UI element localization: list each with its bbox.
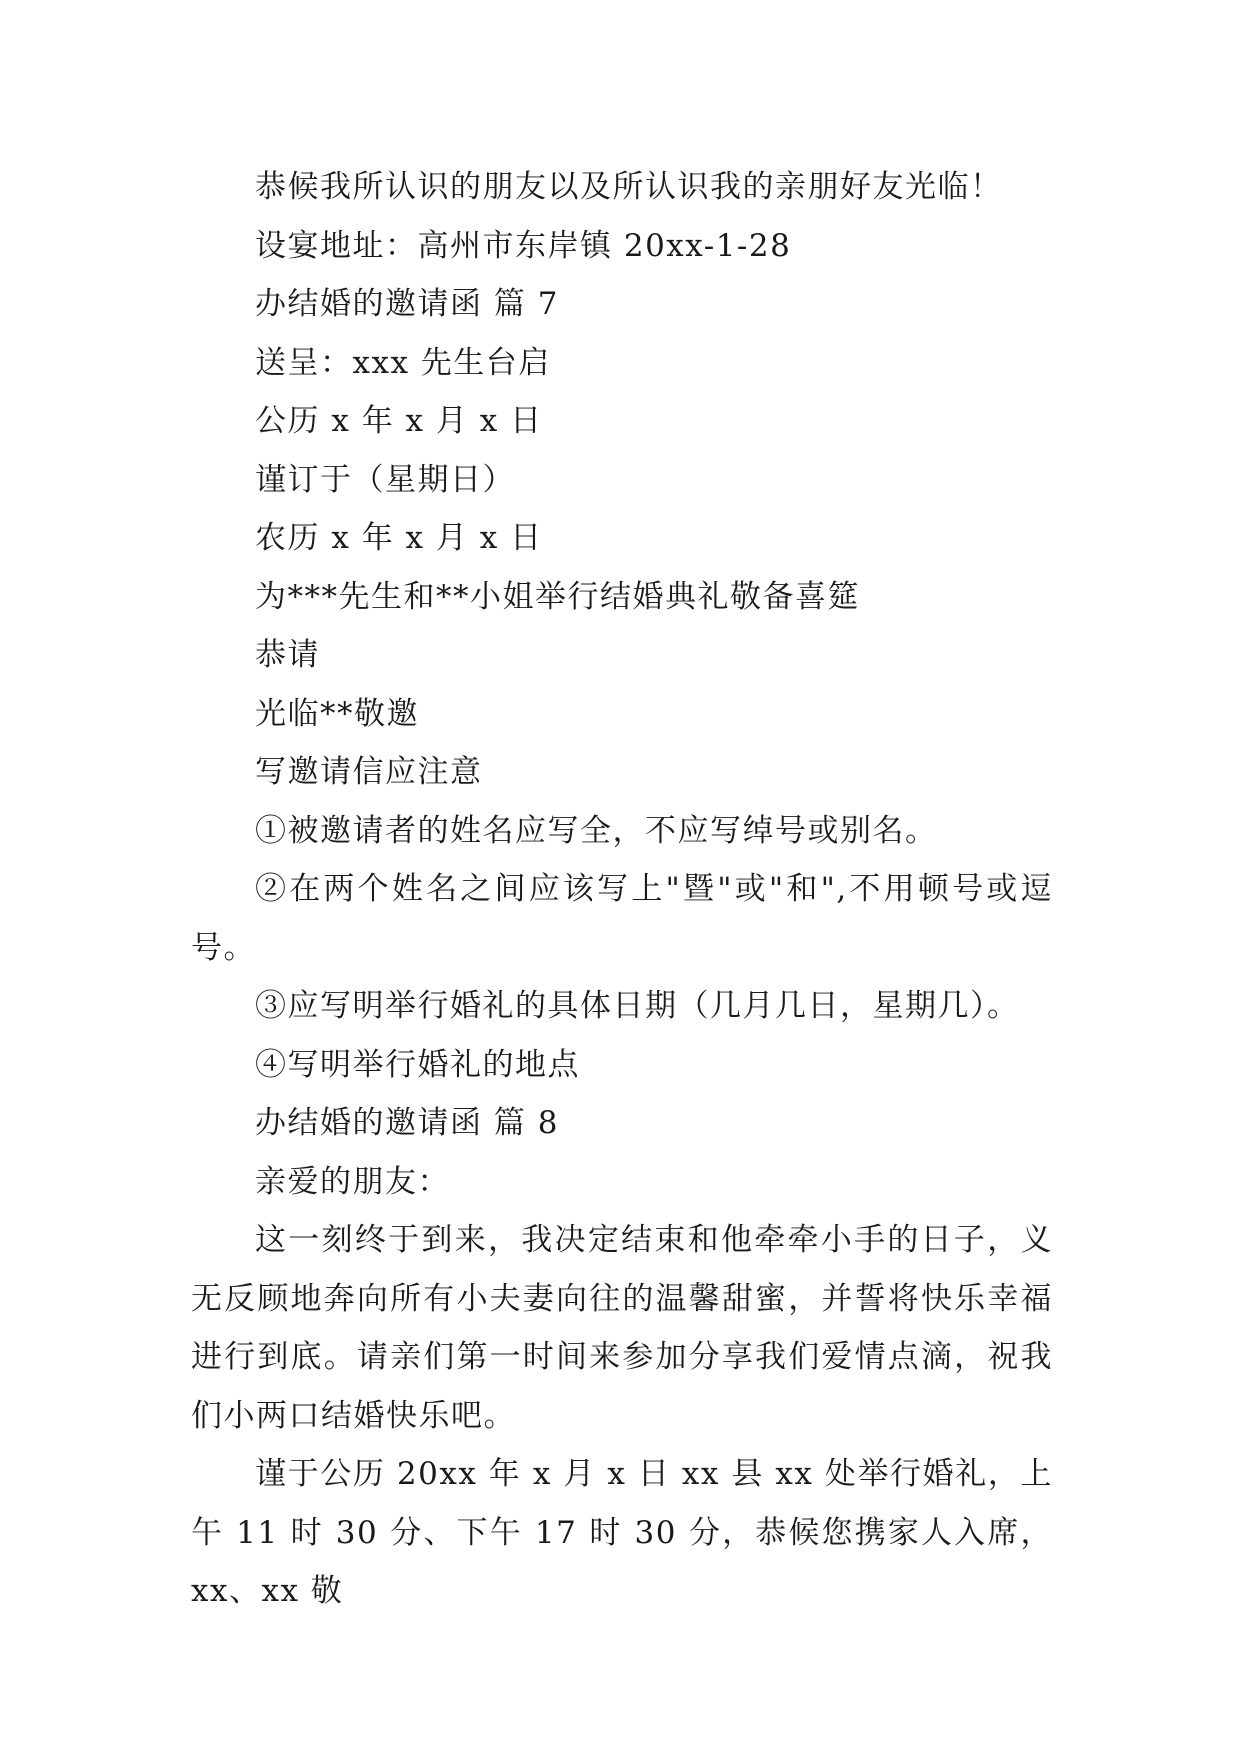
paragraph-greeting: 亲爱的朋友： — [255, 1163, 450, 1200]
paragraph-note-1: ①被邀请者的姓名应写全，不应写绰号或别名。 — [255, 812, 938, 849]
paragraph-weekday: 谨订于（星期日） — [255, 461, 515, 498]
paragraph-invitation-welcome: 恭候我所认识的朋友以及所认识我的亲朋好友光临！ — [255, 169, 1003, 205]
paragraph-wedding-feast: 为***先生和**小姐举行结婚典礼敬备喜筵 — [255, 578, 860, 615]
paragraph-gregorian-date: 公历 x 年 x 月 x 日 — [255, 403, 543, 439]
paragraph-sign-off: 光临**敬邀 — [255, 695, 419, 732]
document-body — [191, 158, 1053, 1621]
paragraph-ceremony-details: 谨于公历 20xx 年 x 月 x 日 xx 县 xx 处举行婚礼，上午 11 时 30 分、下午 17 时 30 分，恭候您携家人入席，xx、xx 敬 — [191, 1456, 1053, 1609]
paragraph-note-4: ④写明举行婚礼的地点 — [255, 1046, 580, 1083]
section-heading-8: 办结婚的邀请函 篇 8 — [255, 1105, 559, 1141]
paragraph-announcement: 这一刻终于到来，我决定结束和他牵牵小手的日子，义无反顾地奔向所有小夫妻向往的温馨甜蜜，并誓将快乐幸福进行到底。请亲们第一时间来参加分享我们爱情点滴，祝我们小两口结婚快乐吧。 — [191, 1222, 1053, 1434]
paragraph-recipient: 送呈：xxx 先生台启 — [255, 344, 551, 381]
paragraph-banquet-address: 设宴地址：高州市东岸镇 20xx-1-28 — [255, 227, 792, 264]
paragraph-respectfully-invite: 恭请 — [255, 637, 320, 673]
paragraph-lunar-date: 农历 x 年 x 月 x 日 — [255, 520, 543, 556]
paragraph-notes-heading: 写邀请信应注意 — [255, 754, 483, 790]
paragraph-note-2: ②在两个姓名之间应该写上"暨"或"和",不用顿号或逗号。 — [191, 871, 1053, 966]
paragraph-note-3: ③应写明举行婚礼的具体日期（几月几日，星期几）。 — [255, 988, 1020, 1024]
section-heading-7: 办结婚的邀请函 篇 7 — [255, 286, 559, 322]
